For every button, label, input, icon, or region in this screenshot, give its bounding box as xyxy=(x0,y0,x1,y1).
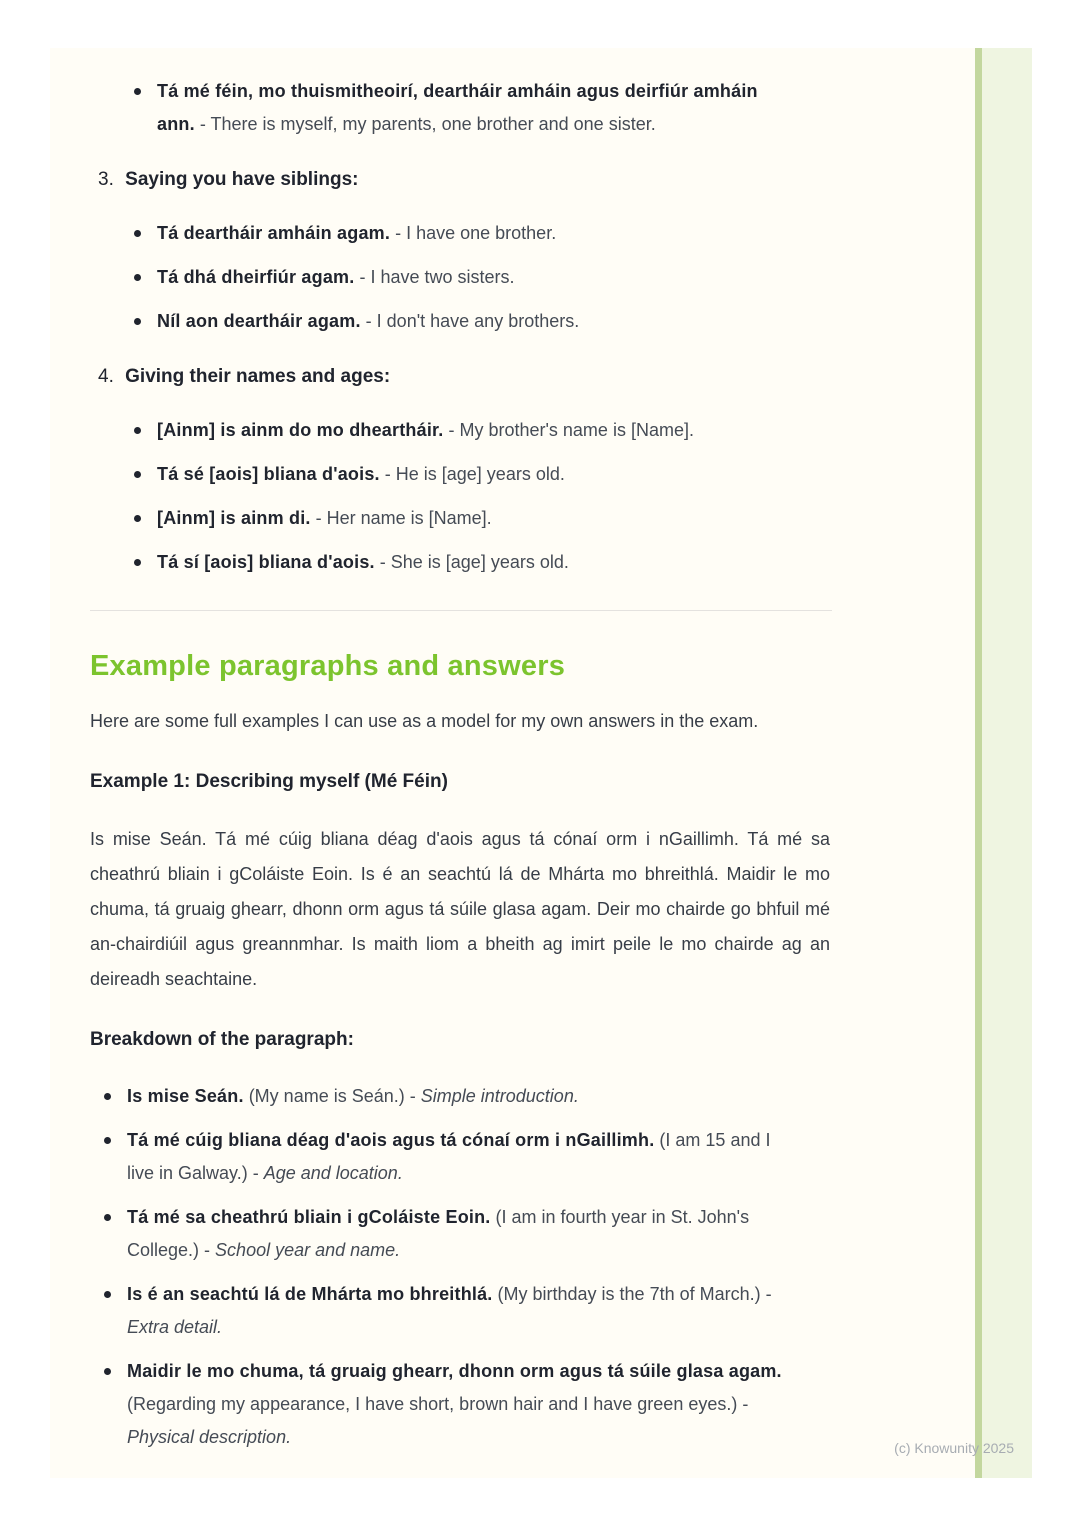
document-content xyxy=(50,48,832,1454)
english-translation: - Her name is [Name]. xyxy=(315,508,492,528)
section-divider xyxy=(90,610,832,611)
section-title: Giving their names and ages: xyxy=(125,366,391,387)
list-item xyxy=(90,1278,790,1344)
list-item xyxy=(90,502,797,535)
english-translation: (I am 15 and I live in Galway.) - xyxy=(127,1130,771,1183)
english-translation: - She is [age] years old. xyxy=(379,552,569,572)
english-translation: - My brother's name is [Name]. xyxy=(448,420,694,440)
english-translation: - I have two sisters. xyxy=(359,267,515,287)
section-number: 4. xyxy=(98,366,114,387)
english-translation: (My birthday is the 7th of March.) - xyxy=(497,1284,772,1304)
irish-phrase: Tá mé sa cheathrú bliain i gColáiste Eoin. xyxy=(127,1207,491,1227)
irish-phrase: Maidir le mo chuma, tá gruaig ghearr, dhonn orm agus tá súile glasa agam. xyxy=(127,1361,782,1381)
example-1-title: Example 1: Describing myself (Mé Féin) xyxy=(90,771,448,792)
grammar-note: School year and name. xyxy=(215,1240,401,1260)
irish-phrase: Is é an seachtú lá de Mhárta mo bhreithlá. xyxy=(127,1284,493,1304)
examples-heading: Example paragraphs and answers xyxy=(90,650,566,682)
examples-intro-text: Here are some full examples I can use as a model for my own answers in the exam. xyxy=(90,711,759,731)
page-edge-stripe-light xyxy=(982,48,1032,1478)
irish-phrase: Tá dhá dheirfiúr agam. xyxy=(157,267,355,287)
english-translation: (I am in fourth year in St. John's College.) - xyxy=(127,1207,750,1260)
irish-phrase: Tá mé cúig bliana déag d'aois agus tá cónaí orm i nGaillimh. xyxy=(127,1130,655,1150)
irish-phrase: Tá deartháir amháin agam. xyxy=(157,223,391,243)
section-number: 3. xyxy=(98,169,114,190)
english-translation: - I don't have any brothers. xyxy=(365,311,580,331)
grammar-note: Age and location. xyxy=(263,1163,403,1183)
irish-phrase: Tá sí [aois] bliana d'aois. xyxy=(157,552,375,572)
irish-phrase: Tá mé féin, mo thuismitheoirí, deartháir amháin agus deirfiúr amháin ann. xyxy=(157,81,758,134)
section-4-heading xyxy=(90,360,832,393)
section-title: Saying you have siblings: xyxy=(125,169,359,190)
english-translation: - He is [age] years old. xyxy=(384,464,565,484)
grammar-note: Extra detail. xyxy=(127,1317,223,1337)
list-item xyxy=(90,546,797,579)
list-item xyxy=(90,261,797,294)
irish-phrase: [Ainm] is ainm di. xyxy=(157,508,311,528)
copyright-watermark: (c) Knowunity 2025 xyxy=(894,1440,1014,1456)
list-item xyxy=(90,458,797,491)
list-item xyxy=(90,305,797,338)
irish-phrase: Is mise Seán. xyxy=(127,1086,244,1106)
list-item xyxy=(90,75,797,141)
list-item xyxy=(90,1201,790,1267)
english-translation: - There is myself, my parents, one brother and one sister. xyxy=(199,114,656,134)
grammar-note: Physical description. xyxy=(127,1427,292,1447)
section-4-list xyxy=(90,414,832,579)
page-edge-stripe-dark xyxy=(975,48,982,1478)
example-1-paragraph: Is mise Seán. Tá mé cúig bliana déag d'aois agus tá cónaí orm i nGaillimh. Tá mé sa cheathrú bliain i gColáiste Eoin. Is é an seachtú lá de Mhárta mo bhreithlá. Maidir le mo chuma, tá gruaig ghearr, dhonn orm agus tá súile glasa agam. Deir mo chairde go bhfuil mé an-chairdiúil agus greannmhar. Is maith liom a bheith ag imirt peile le mo chairde ag an deireadh seachtaine. xyxy=(90,829,830,989)
english-translation: (My name is Seán.) - xyxy=(248,1086,416,1106)
english-translation: - I have one brother. xyxy=(395,223,557,243)
grammar-note: Simple introduction. xyxy=(420,1086,579,1106)
breakdown-title: Breakdown of the paragraph: xyxy=(90,1029,354,1050)
section-3-heading xyxy=(90,163,832,196)
list-item xyxy=(90,1124,790,1190)
list-item xyxy=(90,1080,790,1113)
list-item xyxy=(90,1355,790,1454)
family-description-list xyxy=(90,75,832,141)
section-3-list xyxy=(90,217,832,338)
irish-phrase: Níl aon deartháir agam. xyxy=(157,311,361,331)
irish-phrase: Tá sé [aois] bliana d'aois. xyxy=(157,464,380,484)
list-item xyxy=(90,414,797,447)
english-translation: (Regarding my appearance, I have short, brown hair and I have green eyes.) - xyxy=(127,1394,749,1414)
document-page xyxy=(50,48,1032,1478)
irish-phrase: [Ainm] is ainm do mo dheartháir. xyxy=(157,420,444,440)
breakdown-list xyxy=(90,1080,832,1454)
list-item xyxy=(90,217,797,250)
